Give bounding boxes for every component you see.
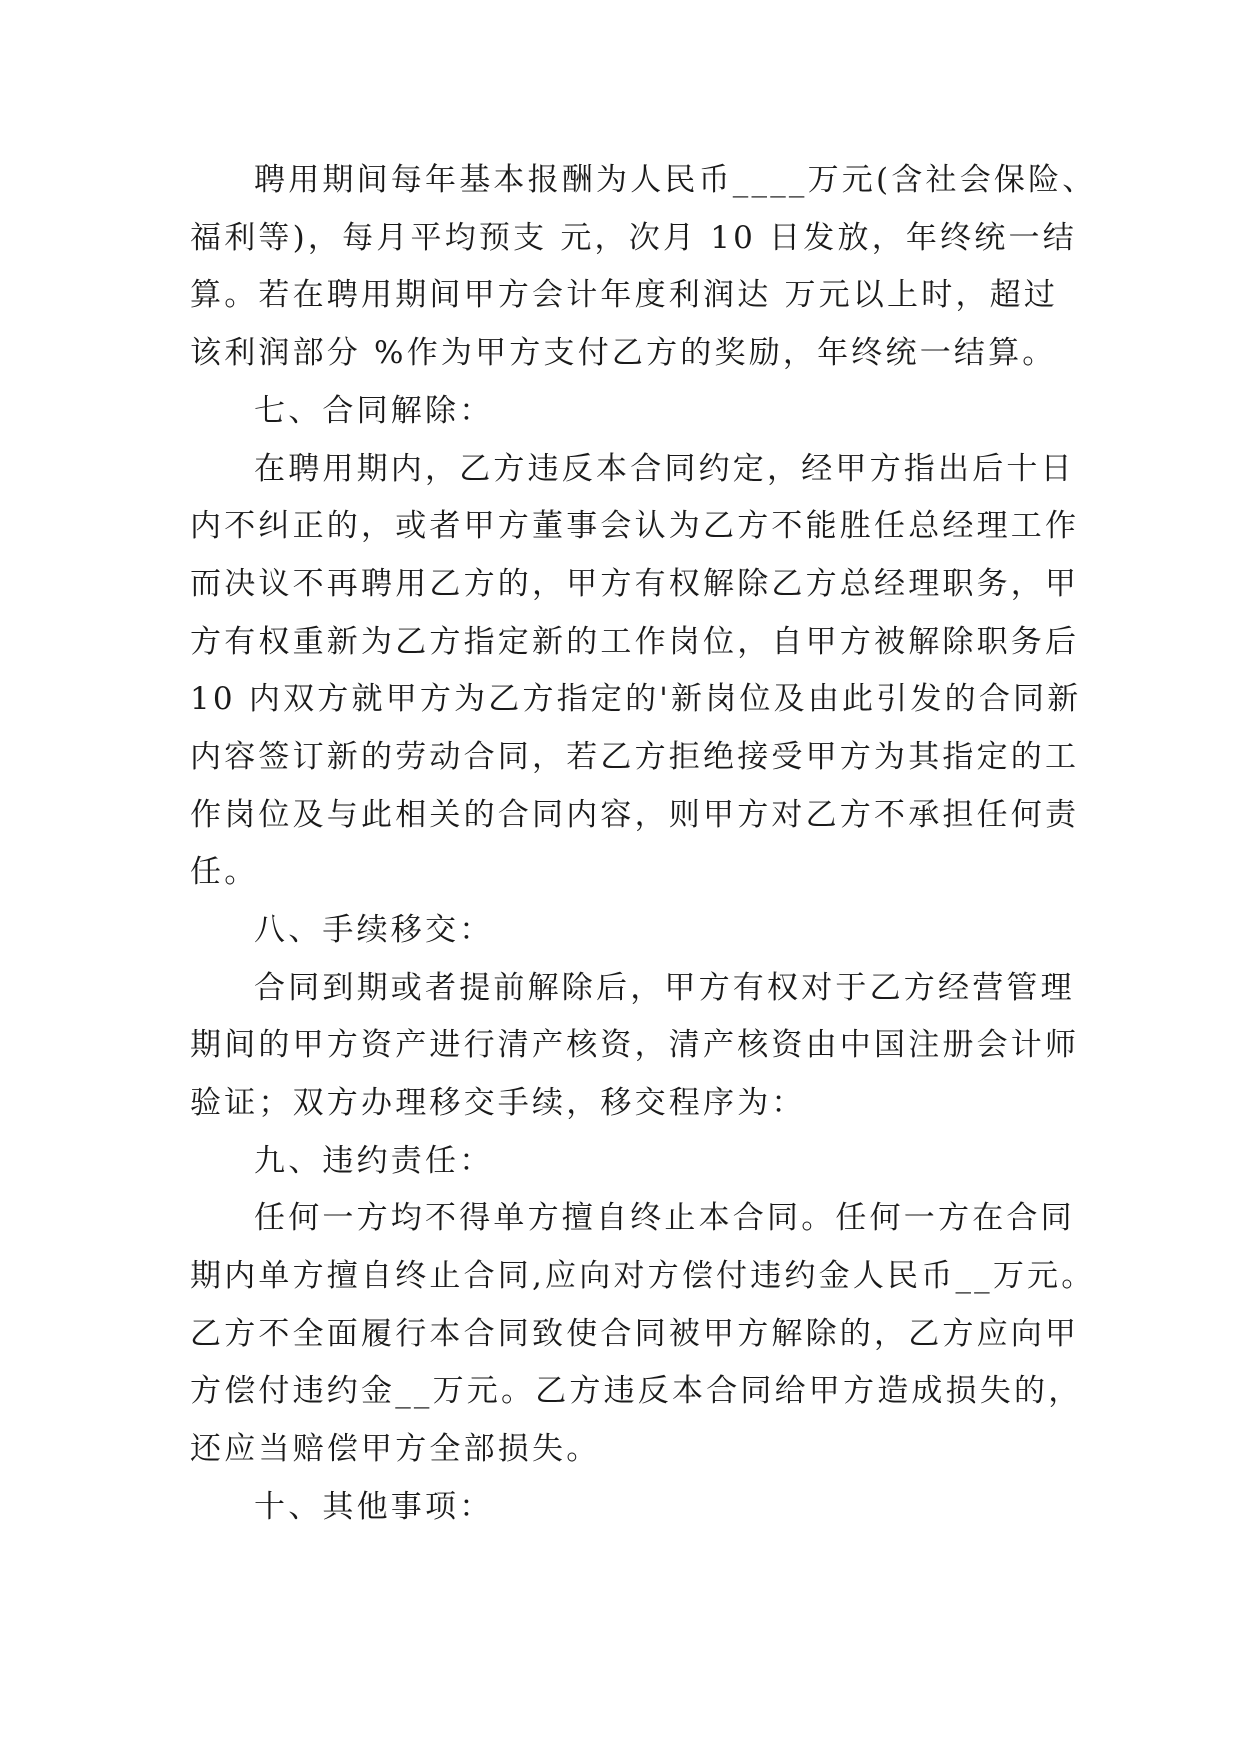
paragraph-termination-line-4: 方有权重新为乙方指定新的工作岗位，自甲方被解除职务后 (190, 624, 1080, 660)
paragraph-termination-line-1: 在聘用期内，乙方违反本合同约定，经甲方指出后十日 (254, 451, 1075, 487)
paragraph-liability-line-5: 还应当赔偿甲方全部损失。 (190, 1431, 601, 1467)
paragraph-compensation-line-3: 算。若在聘用期间甲方会计年度利润达 万元以上时，超过 (190, 277, 1059, 313)
paragraph-termination-line-3: 而决议不再聘用乙方的，甲方有权解除乙方总经理职务，甲 (190, 566, 1080, 602)
paragraph-liability-line-1: 任何一方均不得单方擅自终止本合同。任何一方在合同 (254, 1200, 1075, 1236)
paragraph-handover-line-3: 验证；双方办理移交手续，移交程序为： (190, 1085, 806, 1121)
paragraph-compensation-line-4: 该利润部分 %作为甲方支付乙方的奖励，年终统一结算。 (190, 335, 1057, 371)
paragraph-compensation-line-2: 福利等)，每月平均预支 元，次月 10 日发放，年终统一结 (190, 220, 1077, 256)
paragraph-termination-line-6: 内容签订新的劳动合同，若乙方拒绝接受甲方为其指定的工 (190, 739, 1080, 775)
paragraph-termination-line-5: 10 内双方就甲方为乙方指定的'新岗位及由此引发的合同新 (190, 681, 1082, 717)
section-heading-termination: 七、合同解除： (254, 393, 494, 429)
paragraph-termination-line-8: 任。 (190, 854, 259, 890)
paragraph-liability-line-2: 期内单方擅自终止合同,应向对方偿付违约金人民币__万元。 (190, 1258, 1096, 1294)
section-heading-liability: 九、违约责任： (254, 1143, 494, 1179)
paragraph-handover-line-2: 期间的甲方资产进行清产核资，清产核资由中国注册会计师 (190, 1027, 1080, 1063)
paragraph-compensation-line-1: 聘用期间每年基本报酬为人民币____万元(含社会保险、 (254, 162, 1097, 198)
paragraph-termination-line-7: 作岗位及与此相关的合同内容，则甲方对乙方不承担任何责 (190, 797, 1080, 833)
paragraph-liability-line-4: 方偿付违约金__万元。乙方违反本合同给甲方造成损失的， (190, 1373, 1083, 1409)
section-heading-other-matters: 十、其他事项： (254, 1489, 494, 1525)
section-heading-handover: 八、手续移交： (254, 912, 494, 948)
paragraph-handover-line-1: 合同到期或者提前解除后，甲方有权对于乙方经营管理 (254, 970, 1075, 1006)
paragraph-termination-line-2: 内不纠正的，或者甲方董事会认为乙方不能胜任总经理工作 (190, 508, 1080, 544)
paragraph-liability-line-3: 乙方不全面履行本合同致使合同被甲方解除的，乙方应向甲 (190, 1316, 1080, 1352)
